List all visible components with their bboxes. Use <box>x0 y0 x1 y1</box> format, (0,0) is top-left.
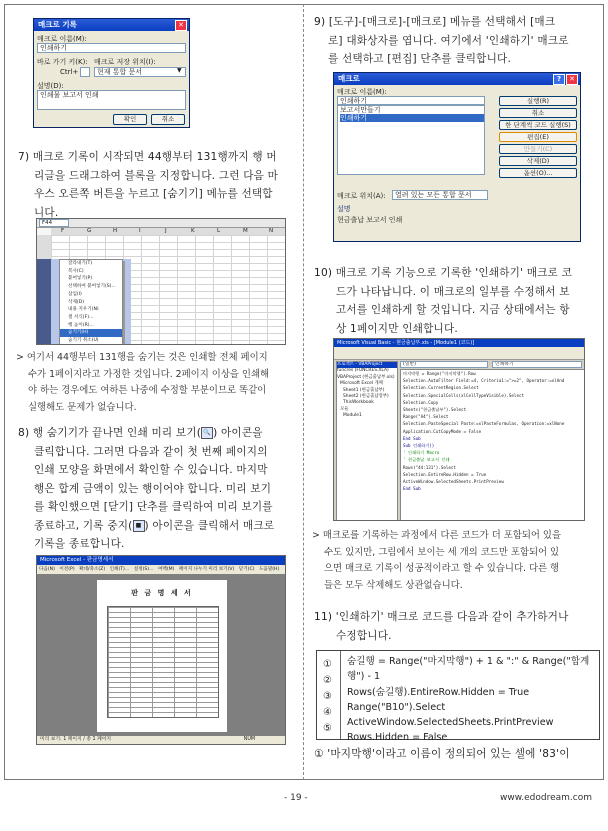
code-line: Range("A4").Select <box>403 414 449 420</box>
code-line: Selection.SpecialCells(xlCellTypeVisible).Select <box>403 392 525 398</box>
code-line: Sheets("현금출납부").Select <box>403 407 467 413</box>
description-input[interactable]: 인쇄물 보고서 인쇄 <box>37 90 186 110</box>
next-button[interactable]: 다음(N) <box>39 567 55 572</box>
step10-paragraph <box>314 264 598 338</box>
text-line: 7) 매크로 기록이 시작되면 44행부터 131행까지 행 머 <box>18 151 277 163</box>
preview-toolbar <box>37 565 285 574</box>
line-number: ④ <box>323 707 332 718</box>
shortcut-input[interactable] <box>80 67 90 77</box>
text-line: 리글을 드래그하여 블록을 지정합니다. 그런 다음 마 <box>34 169 279 182</box>
status-text: 미리 보기: 1 페이지 / 총 1 페이지 <box>40 737 111 742</box>
text-line: 상 1페이지만 인쇄합니다. <box>336 322 458 335</box>
code-line: Selection.CurrentRegion.Select <box>403 385 479 391</box>
print-preview-icon: 🔍 <box>201 427 213 439</box>
procedure-dropdown[interactable]: 인쇄하기 <box>492 361 582 368</box>
text-line: 9) [도구]-[매크로]-[매크로] 메뉴를 선택해서 [매크 <box>314 16 556 28</box>
line-numbers <box>317 651 341 739</box>
tree-item[interactable]: Module1 <box>343 413 362 419</box>
tree-item[interactable]: funcres (FUNCRES.XLA) <box>337 368 389 374</box>
column-header[interactable]: L <box>217 228 221 234</box>
text-line: 로] 대화상자를 엽니다. 여기에서 '인쇄하기' 매크로 <box>328 34 569 47</box>
close-icon[interactable]: ✕ <box>175 20 187 31</box>
tree-item[interactable]: ThisWorkbook <box>343 400 374 406</box>
location-select[interactable]: 열려 있는 모든 통합 문서 <box>392 190 488 200</box>
column-header[interactable]: I <box>139 228 141 234</box>
dialog-title-bar <box>34 19 189 31</box>
explanation-line: ① '마지막행'이라고 이름이 정의되어 있는 셀에 '83'이 <box>314 748 570 760</box>
help-button[interactable]: 도움말(H) <box>258 567 280 572</box>
macro-name-label: 매크로 이름(M): <box>37 35 87 43</box>
code-window[interactable] <box>400 369 585 521</box>
text-line: 고서를 인쇄하게 할 것입니다. 지금 상태에서는 항 <box>336 304 570 316</box>
preview-title-bar: Microsoft Excel - 판금명세서 <box>37 556 285 565</box>
edit-button[interactable]: 편집(E) <box>499 132 577 142</box>
column-divider <box>303 4 304 780</box>
column-header[interactable]: K <box>191 228 195 234</box>
shortcut-prefix: Ctrl+ <box>60 68 79 76</box>
code-line: 숨길행 = Range("마지막행") + 1 & ":" & Range("합계 <box>347 656 590 667</box>
ok-button[interactable]: 확인 <box>113 114 147 125</box>
column-header[interactable]: H <box>113 228 118 234</box>
text-line: 8) 행 숨기기가 끝나면 인쇄 미리 보기( 🔍 ) 아이콘을 <box>18 427 263 439</box>
macro-dialog <box>333 72 581 242</box>
print-preview-screenshot <box>36 555 286 745</box>
text-line: 니다. <box>34 206 59 219</box>
code-line: ActiveWindow.SelectedSheets.PrintPreview <box>403 479 504 485</box>
code-line: Selection.Copy <box>403 399 439 405</box>
preview-table <box>107 606 219 718</box>
create-button[interactable]: 만들기(C) <box>499 144 577 154</box>
vba-editor-screenshot <box>333 338 585 521</box>
print-button[interactable]: 인쇄(T)... <box>109 567 130 572</box>
text-line: 기록을 종료합니다. <box>34 538 125 550</box>
tree-item[interactable]: Sheet2 (현금출납장부) <box>343 394 389 400</box>
column-header[interactable]: J <box>165 228 167 234</box>
dialog-title: 매크로 <box>338 74 360 83</box>
description-value: 현금출납 보고서 인쇄 <box>337 216 403 224</box>
dialog-title: 매크로 기록 <box>38 20 77 29</box>
tree-item[interactable]: Microsoft Excel 개체 <box>340 381 383 387</box>
macro-name-label: 매크로 이름(M): <box>337 88 387 96</box>
menu-item[interactable]: 숨기기 취소(U) <box>68 338 99 344</box>
text-line: 행은 합계 금액이 있는 행이어야 합니다. 미리 보기 <box>34 482 272 495</box>
list-item-selected[interactable]: 인쇄하기 <box>340 114 484 122</box>
note-1 <box>16 350 298 416</box>
macro-name-input[interactable]: 인쇄하기 <box>37 43 186 53</box>
text-line: 인쇄 모양을 화면에서 확인할 수 있습니다. 마지막 <box>34 464 268 476</box>
vba-title-bar: Microsoft Visual Basic - 현금출납부.xls - [Module1 (코드)] <box>334 339 584 347</box>
shortcut-label: 바로 가기 키(K): <box>37 58 88 66</box>
menu-item[interactable]: 셀 서식(F)... <box>68 314 94 320</box>
text-line: 우스 오른쪽 버튼을 누르고 [숨기기] 메뉴를 선택합 <box>34 188 273 200</box>
dialog-title-bar <box>334 73 580 85</box>
code-line: End Sub <box>403 486 421 492</box>
project-explorer <box>336 361 398 521</box>
column-header[interactable]: G <box>87 228 92 234</box>
code-line: 마지막행 = Range("마지막행").Row <box>403 371 476 376</box>
setup-button[interactable]: 설정(S)... <box>133 567 154 572</box>
preview-status-bar <box>37 736 285 744</box>
text-line: 실행해도 문제가 없습니다. <box>28 401 137 413</box>
text-line: 수가 1페이지라고 가정한 것입니다. 2페이지 이상을 인쇄해 <box>28 368 270 380</box>
preview-page[interactable] <box>97 580 227 732</box>
object-dropdown[interactable]: (일반) <box>400 361 488 368</box>
close-icon[interactable]: ✕ <box>566 74 578 85</box>
menu-item[interactable]: 삭제(D) <box>68 299 84 305</box>
code-line: Selection.AutoFilter Field:=4, Criteria1:=">=2", Operator:=xlAnd <box>403 378 565 384</box>
code-line: 행") - 1 <box>347 671 381 683</box>
vba-toolbar <box>334 347 584 360</box>
text-line: 수도 있지만, 그림에서 보이는 세 개의 코드만 포함되어 있 <box>324 546 560 558</box>
description-label: 설명(D): <box>37 82 64 90</box>
menu-item[interactable]: 내용 지우기(N) <box>68 307 99 313</box>
margins-button[interactable]: 여백(M) <box>157 567 175 572</box>
step8-paragraph <box>18 424 296 554</box>
code-lines <box>347 654 589 746</box>
code-line: ActiveWindow.SelectedSheets.PrintPreview <box>347 717 554 729</box>
cancel-button[interactable]: 취소 <box>151 114 185 125</box>
prev-button[interactable]: 이전(P) <box>59 567 75 572</box>
line-number: ⑤ <box>323 723 332 734</box>
location-label: 매크로 위치(A): <box>337 192 386 200</box>
menu-item[interactable]: 삽입(I) <box>68 291 82 297</box>
text-line: > 매크로를 기록하는 과정에서 다른 코드가 더 포함되어 있을 <box>312 530 562 541</box>
menu-item[interactable]: 복사(C) <box>68 268 84 274</box>
code-line: Selection.PasteSpecial Paste:=xlPasteFormulas, Operation:=xlNone <box>403 421 565 427</box>
code-line: Selection.EntireRow.Hidden = True <box>403 471 487 477</box>
column-header[interactable]: F <box>61 228 65 234</box>
store-label: 매크로 저장 위치(I): <box>94 58 156 66</box>
step9-paragraph <box>314 13 598 69</box>
code-line: End Sub <box>403 435 421 441</box>
selected-rows <box>37 259 51 345</box>
delete-button[interactable]: 삭제(D) <box>499 156 577 166</box>
tree-item[interactable]: 모듈 <box>340 406 349 412</box>
step7-paragraph <box>18 148 296 222</box>
help-icon[interactable]: ? <box>553 74 565 85</box>
menu-item[interactable]: 잘라내기(T) <box>68 261 93 266</box>
list-item[interactable]: 보고서만들기 <box>340 106 381 114</box>
macro-name-input[interactable]: 인쇄하기 <box>337 96 485 105</box>
code-line: ' 인쇄하기 Macro <box>403 450 440 456</box>
website-url[interactable]: www.edodream.com <box>500 793 592 803</box>
code-line: ' 현금출납 보고서 인쇄 <box>403 457 450 463</box>
text-line: 종료하고, 기록 중지( ■ ) 아이콘을 클릭해서 매크로 <box>34 519 275 532</box>
zoom-button[interactable]: 확대/축소(Z) <box>79 567 106 572</box>
code-line: Rows(숨길행).EntireRow.Hidden = True <box>347 686 530 698</box>
note-2 <box>312 528 602 594</box>
description-label: 설명 <box>337 205 351 213</box>
text-line: 드가 나타납니다. 이 매크로의 일부를 수정해서 보 <box>336 285 570 298</box>
page-number: - 19 - <box>284 793 308 803</box>
cancel-button[interactable]: 취소 <box>499 108 577 118</box>
line-number: ③ <box>323 691 332 702</box>
line-number: ② <box>323 675 332 686</box>
text-line: 클릭합니다. 그러면 다음과 같이 첫 번째 페이지의 <box>34 445 268 458</box>
tree-item[interactable]: Sheet1 (현금출납부) <box>343 387 385 393</box>
store-select[interactable]: 현재 통합 문서 <box>94 67 186 77</box>
text-line: 11) '인쇄하기' 매크로 코드를 다음과 같이 추가하거나 <box>314 611 569 623</box>
menu-item-hide[interactable]: 숨기기(H) <box>60 329 122 337</box>
code-line: Range("B10").Select <box>347 701 446 713</box>
text-line: 수정합니다. <box>336 629 392 642</box>
macro-list[interactable] <box>337 105 485 175</box>
menu-item[interactable]: 붙여넣기(P) <box>68 276 93 282</box>
status-num: NUM <box>243 737 255 742</box>
step-into-button[interactable]: 한 단계씩 코드 실행(S) <box>499 120 577 130</box>
text-line: 를 선택하고 [편집] 단추를 클릭합니다. <box>328 53 512 65</box>
text-line: 야 하는 경우에도 여하튼 나중에 수정할 부분이므로 똑같이 <box>28 385 267 396</box>
line-number: ① <box>323 659 332 670</box>
tree-item[interactable]: VBAProject (현금출납부.xls) <box>337 374 395 380</box>
code-line: Rows("44:131").Select <box>403 464 456 470</box>
stop-recording-icon: ■ <box>133 520 145 532</box>
page-break-preview-button[interactable]: 페이지 나누기 미리 보기(V) <box>178 567 235 572</box>
step11-paragraph <box>314 608 598 645</box>
run-button[interactable]: 실행(R) <box>499 96 577 106</box>
code-line: Rows.Hidden = False <box>347 732 448 744</box>
column-header[interactable]: N <box>269 228 274 234</box>
project-title: 프로젝트 - VBAProject <box>337 362 397 368</box>
column-header[interactable]: M <box>243 228 248 234</box>
code-line: Application.CutCopyMode = False <box>403 428 482 434</box>
menu-item[interactable]: 행 높이(R)... <box>68 322 94 328</box>
menu-item[interactable]: 선택하여 붙여넣기(S)... <box>68 284 116 290</box>
text-line: 를 확인했으면 [닫기] 단추를 클릭하여 미리 보기를 <box>34 501 273 513</box>
name-box[interactable]: F44 <box>39 219 69 227</box>
code-line: Sub 인쇄하기() <box>403 443 435 449</box>
preview-doc-title: 판 금 명 세 서 <box>131 589 193 597</box>
code-box <box>316 650 600 744</box>
record-macro-dialog <box>33 18 190 128</box>
text-line: > 여기서 44행부터 131행을 숨기는 것은 인쇄할 전체 페이지 <box>16 352 268 363</box>
chevron-down-icon[interactable]: ▼ <box>177 67 182 74</box>
text-line: 으면 매크로 기록이 성공적이라고 할 수 있습니다. 다른 행 <box>324 563 560 574</box>
context-menu <box>59 259 123 345</box>
sheet-screenshot <box>36 218 286 345</box>
text-line: 10) 매크로 기록 기능으로 기록한 '인쇄하기' 매크로 코 <box>314 267 573 279</box>
close-preview-button[interactable]: 닫기(C) <box>238 567 255 572</box>
text-line: 들은 모두 삭제해도 상관없습니다. <box>324 579 463 591</box>
options-button[interactable]: 옵션(O)... <box>499 168 577 178</box>
